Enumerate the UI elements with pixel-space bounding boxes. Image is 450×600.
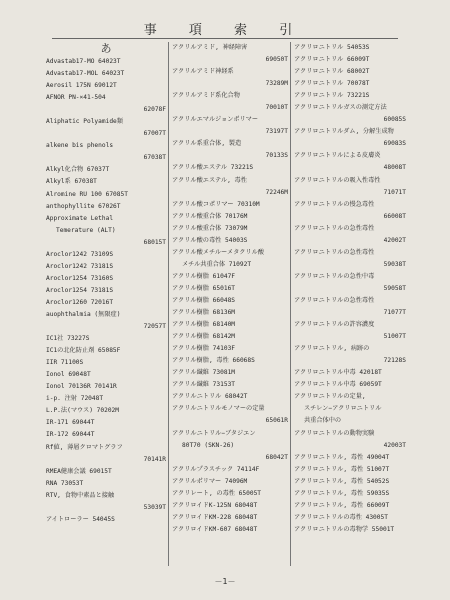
index-entry: 59058T — [383, 284, 406, 292]
index-entry: アクリルニトリル−ブタジエン — [172, 429, 256, 437]
index-entry: Alromine RU 100 67085T — [46, 190, 128, 198]
index-entry: アクリルニトリルモノマーの定量 — [172, 405, 265, 413]
index-entry: 72128S — [383, 357, 406, 365]
index-entry: RTV, 食物中素品と接触 — [46, 491, 115, 499]
index-entry: アクリル酸エステル, 毒性 — [172, 176, 247, 184]
index-entry: アクリル繊維 73153T — [172, 381, 236, 389]
index-entry: アクリレート, の毒性 65005T — [172, 489, 262, 497]
index-entry: アクリロニトリルの毒性 43005T — [294, 513, 388, 521]
index-entry: アクリル系重合体, 製造 — [172, 140, 242, 148]
index-entry: Alkyl化合物 67037T — [46, 166, 110, 174]
index-entry: アクリロニトリル, 毒性 54052S — [294, 477, 390, 485]
index-entry: アクリロニトリル, 病跡の — [294, 345, 370, 353]
index-entry: 71077T — [383, 309, 406, 317]
index-entry: アクリロニトリル 68002T — [294, 68, 370, 76]
index-entry: アクリル樹脂 68140M — [172, 321, 236, 329]
index-entry: アクリロイドK-125N 68048T — [172, 501, 258, 509]
index-entry: アクリル酸エステル 73221S — [172, 164, 254, 172]
index-entry: アクリル酸メチルーメタクリル酸 — [172, 248, 265, 256]
index-entry: アクリルアミド神経系 — [172, 68, 234, 76]
index-entry: アクリルポリマー 74096M — [172, 477, 248, 485]
index-entry: 71071T — [383, 188, 406, 196]
index-entry: 69083S — [383, 140, 406, 148]
index-entry: アクリル樹脂 68142M — [172, 333, 236, 341]
index-entry: アクリロニトリル, 毒性 59035S — [294, 489, 390, 497]
index-entry: アクリロニトリルによる皮膚炎 — [294, 152, 381, 160]
index-entry: 70010T — [265, 104, 288, 112]
index-entry: Aroclor1254 73181S — [46, 286, 114, 294]
index-entry: アクリル樹脂 66048S — [172, 296, 236, 304]
index-entry: 72246M — [265, 188, 288, 196]
page-title: 事 項 索 引 — [143, 23, 307, 38]
index-entry: アクリルニトリル 68042T — [172, 393, 248, 401]
index-entry: アクリロニトリルの急性中毒 — [294, 272, 375, 280]
index-entry: 70133S — [265, 152, 288, 160]
index-column-2 — [172, 42, 288, 536]
index-entry: アクリロニトリル中毒 42018T — [294, 369, 382, 377]
index-entry: 共重合体中の — [304, 417, 342, 425]
index-entry: 42003T — [383, 441, 406, 449]
index-entry: アクリル樹脂 61047F — [172, 272, 236, 280]
index-column-1 — [46, 42, 166, 526]
index-entry: アクリル樹脂 68136M — [172, 309, 236, 317]
index-entry: アクリロニトリルの吸入性毒性 — [294, 176, 381, 184]
index-entry: IC1社 73227S — [46, 335, 90, 343]
index-entry: 62078F — [143, 106, 166, 114]
index-entry: アクリロニトリルの動物実験 — [294, 429, 375, 437]
index-entry: アクリロニトリル 70078T — [294, 80, 370, 88]
index-entry: アクリロニトリルガスの測定方法 — [294, 104, 387, 112]
index-entry: 59038T — [383, 260, 406, 268]
index-entry: Rf値, 薄層クロマトグラフ — [46, 443, 123, 451]
index-entry: RNA 73053T — [46, 479, 84, 487]
index-entry: 73289M — [265, 80, 288, 88]
index-entry: アクリルエマルジョンポリマー — [172, 116, 259, 124]
index-entry: IIR 71100S — [46, 359, 84, 367]
index-entry: Approximate Lethal — [46, 214, 114, 222]
index-entry: Aerosil 175N 69012T — [46, 82, 117, 90]
index-entry: Aroclor1242 73109S — [46, 250, 114, 258]
index-entry: 48008T — [383, 164, 406, 172]
index-entry: アクリル樹脂 74103F — [172, 345, 236, 353]
index-entry: メチル共重合体 71092T — [182, 260, 252, 268]
index-entry: アクリル酸重合体 70176M — [172, 212, 248, 220]
index-entry: アクリロニトリル 54053S — [294, 44, 370, 51]
index-entry: アクリル樹脂 65016T — [172, 284, 236, 292]
index-entry: Advastab17-MO 64023T — [46, 58, 121, 65]
index-entry: アクリロニトリルの定量, — [294, 393, 366, 401]
index-entry: アクリロイドKM-228 68048T — [172, 513, 258, 521]
index-entry: アクリロニトリル 73221S — [294, 92, 370, 100]
index-entry: Alkyl系 67038T — [46, 178, 97, 186]
index-entry: anthophyllite 67026T — [46, 202, 121, 210]
index-entry: 60085S — [383, 116, 406, 124]
index-entry: アクリル繊維 73081M — [172, 369, 236, 377]
index-entry: 73197T — [265, 128, 288, 136]
index-entry: 66008T — [383, 212, 406, 220]
index-entry: Aroclor1254 73160S — [46, 274, 114, 282]
index-entry: アクリル酸重合体 73079M — [172, 224, 248, 232]
index-entry: アクリロニトリルの慢急毒性 — [294, 200, 375, 208]
index-entry: アクリロニトリルダム, 分解生成物 — [294, 128, 394, 136]
index-entry: auophthalmia (無限症) — [46, 310, 121, 318]
index-entry: 69050T — [265, 56, 288, 64]
index-entry: アクリロイドKM-607 68048T — [172, 525, 258, 533]
index-entry: アクリル樹脂, 毒性 66068S — [172, 357, 255, 365]
index-entry: 70141R — [143, 455, 166, 463]
index-column-3 — [294, 42, 406, 536]
index-entry: アイトローラー 54045S — [46, 515, 115, 523]
index-entry: アクリロニトリルの急性毒性 — [294, 296, 375, 304]
index-entry: Ionol 70136R 70141R — [46, 383, 117, 391]
index-entry: Aliphatic Polyamide類 — [46, 118, 123, 126]
index-entry: Temerature (ALT) — [56, 226, 116, 234]
index-entry: RMEA健康会議 69015T — [46, 467, 112, 475]
index-entry: 80T70 (SKN-26) — [182, 441, 235, 449]
index-entry: アクリル酸コポリマー 70310M — [172, 200, 260, 208]
index-entry: スチレン−アクリロニトリル — [304, 405, 382, 413]
index-entry: アクリロニトリル 66009T — [294, 56, 370, 64]
section-head: あ — [100, 42, 112, 55]
index-entry: 67007T — [143, 130, 166, 138]
index-entry: アクリルプラスチック 74114F — [172, 465, 260, 473]
index-entry: Aroclor1242 73181S — [46, 262, 114, 270]
index-entry: i-p. 注射 72048T — [46, 395, 104, 403]
index-entry: 68042T — [265, 453, 288, 461]
index-entry: アクリル酸の毒性 54003S — [172, 236, 248, 244]
index-entry: 42002T — [383, 236, 406, 244]
page-number: －1－ — [214, 577, 236, 586]
index-entry: Advastab17-MOL 64023T — [46, 70, 125, 78]
index-entry: 68015T — [143, 238, 166, 246]
index-entry: アクリロニトリル, 毒性 51007T — [294, 465, 390, 473]
index-entry: 67038T — [143, 154, 166, 162]
index-entry: アクリロニトリルの許容濃度 — [294, 321, 375, 329]
index-entry: 65061R — [265, 417, 288, 425]
title-rule — [52, 38, 398, 39]
index-entry: AFNOR PN-×41-504 — [46, 94, 106, 102]
index-entry: IC1の北化防止剤 65085F — [46, 347, 121, 355]
index-entry: アクリルアミド, 神経障害 — [172, 44, 248, 51]
index-entry: 53039T — [143, 503, 166, 511]
index-entry: アクリルアミド系化合物 — [172, 92, 240, 100]
index-entry: 51007T — [383, 333, 406, 341]
column-divider — [168, 42, 169, 566]
column-divider — [290, 42, 291, 566]
index-entry: アクリロニトリルの毒物学 55001T — [294, 525, 395, 533]
index-entry: アクリロニトリル, 毒性 49004T — [294, 453, 390, 461]
index-entry: アクリロニトリルの急性毒性 — [294, 224, 375, 232]
index-entry: IR-172 69044T — [46, 431, 95, 439]
index-entry: Ionol 69048T — [46, 371, 91, 379]
index-entry: Aroclor1260 72016T — [46, 298, 114, 306]
index-entry: L.P.法(マウス) 70202M — [46, 407, 119, 415]
index-entry: IR-171 69044T — [46, 419, 95, 427]
index-entry: アクリロニトリル中毒 69059T — [294, 381, 382, 389]
index-entry: アクリロニトリル, 毒性 66009T — [294, 501, 390, 509]
index-entry: アクリロニトリルの急性毒性 — [294, 248, 375, 256]
index-entry: alkene bis phenols — [46, 142, 114, 150]
index-entry: 72057T — [143, 323, 166, 331]
